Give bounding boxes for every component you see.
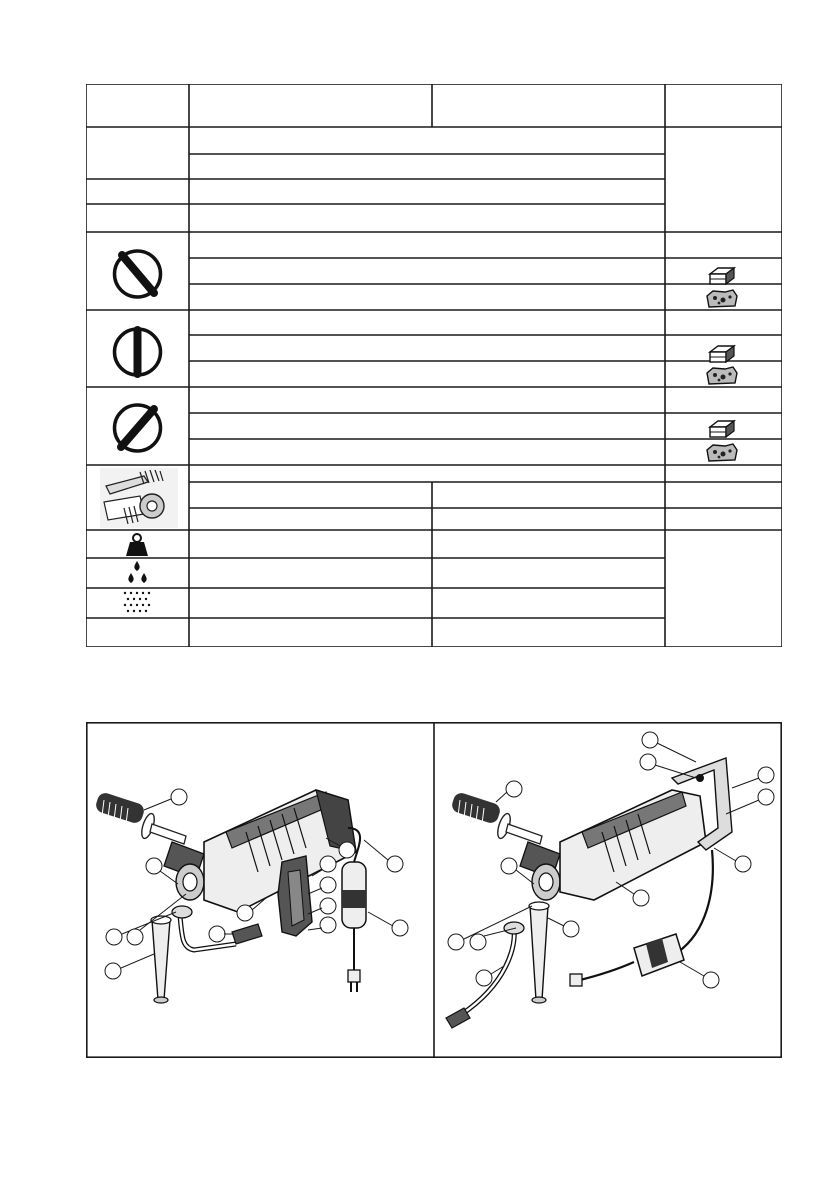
dust-icon (124, 592, 150, 612)
weight-icon (126, 534, 148, 556)
concrete-stone-icon (707, 367, 737, 384)
vertical-bar-icon (115, 329, 161, 375)
specification-table (86, 84, 782, 647)
concrete-stone-icon (707, 444, 737, 461)
brick-icon (710, 268, 734, 284)
no-rotation-slash-icon (115, 251, 161, 297)
tool-illustrations (86, 722, 782, 1058)
brick-icon (710, 421, 734, 437)
threaded-spindle-icon (100, 468, 178, 528)
brick-icon (710, 346, 734, 362)
water-drops-icon (128, 561, 146, 583)
concrete-stone-icon (707, 290, 737, 307)
slash-circle-icon (115, 405, 161, 451)
